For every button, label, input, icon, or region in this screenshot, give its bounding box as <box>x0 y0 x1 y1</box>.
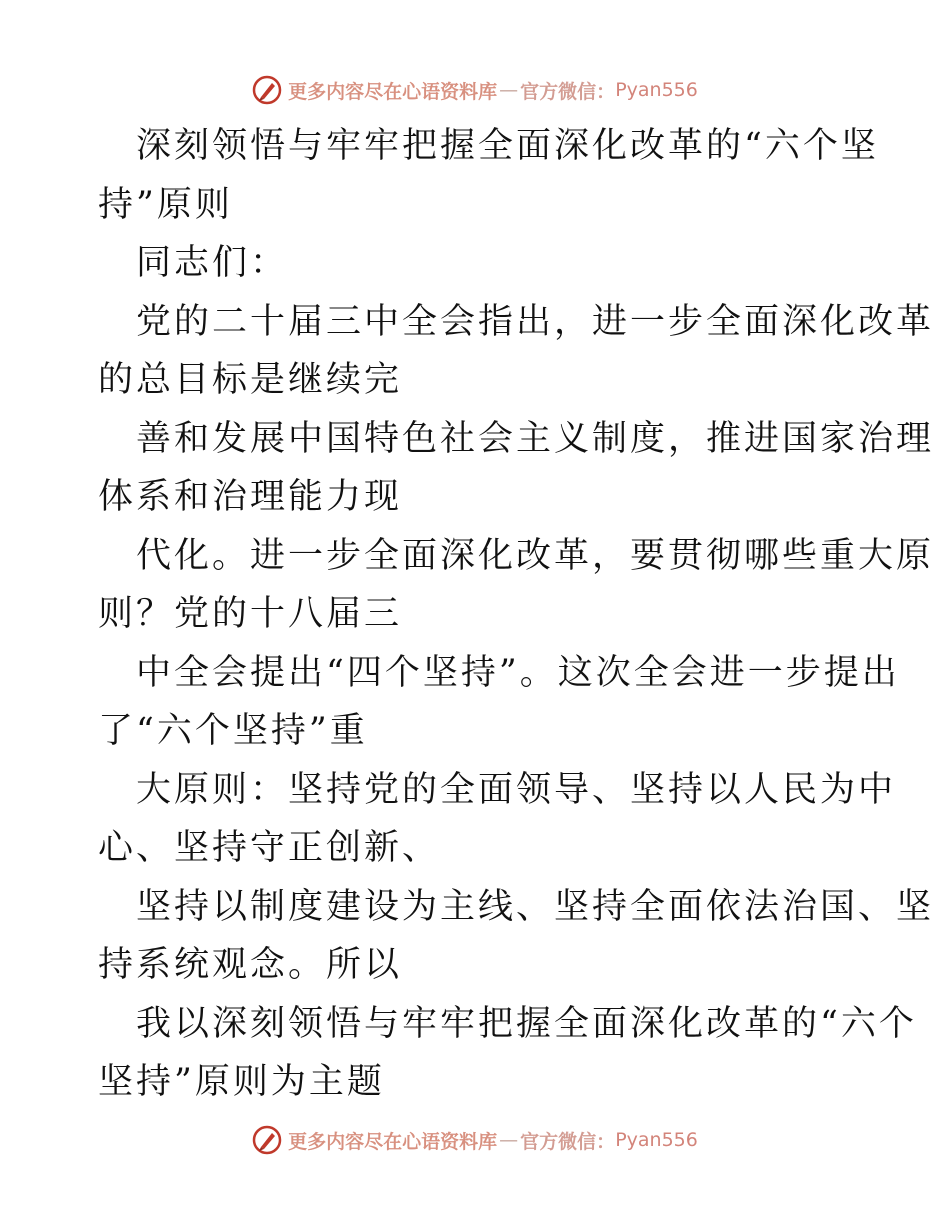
watermark-separator: — <box>499 1129 519 1151</box>
text-line: 代化。进一步全面深化改革，要贯彻哪些重大原 <box>136 535 935 576</box>
text-line: 心、坚持守正创新、 <box>98 828 441 868</box>
pen-logo-icon <box>252 1125 282 1155</box>
text-line: 则？党的十八届三 <box>98 594 403 634</box>
header-watermark <box>0 70 950 110</box>
text-line: 善和发展中国特色社会主义制度，推进国家治理 <box>136 418 935 459</box>
footer-watermark <box>0 1120 950 1160</box>
watermark-wechat-id: Pyan556 <box>615 1129 698 1151</box>
pen-logo-icon <box>252 75 282 105</box>
text-line: 的总目标是继续完 <box>98 360 403 400</box>
text-line: 坚持”原则为主题 <box>98 1062 385 1102</box>
watermark-brand: 更多内容尽在心语资料库 <box>288 80 498 103</box>
text-line: 体系和治理能力现 <box>98 477 403 517</box>
document-body <box>98 117 935 1112</box>
watermark-label: 官方微信： <box>520 80 616 103</box>
text-line: 坚持以制度建设为主线、坚持全面依法治国、坚 <box>136 886 935 927</box>
watermark-separator: — <box>499 79 519 101</box>
text-line: 了“六个坚持”重 <box>98 711 368 751</box>
text-line: 大原则：坚持党的全面领导、坚持以人民为中 <box>136 769 897 810</box>
watermark-wechat-id: Pyan556 <box>615 79 698 101</box>
text-line: 中全会提出“四个坚持”。这次全会进一步提出 <box>136 652 900 693</box>
text-line: 持系统观念。所以 <box>98 945 403 985</box>
text-line: 我以深刻领悟与牢牢把握全面深化改革的“六个 <box>136 1003 917 1044</box>
watermark-label: 官方微信： <box>520 1130 616 1153</box>
text-line: 深刻领悟与牢牢把握全面深化改革的“六个坚 <box>136 126 879 166</box>
text-line: 持”原则 <box>98 184 233 225</box>
text-line: 党的二十届三中全会指出，进一步全面深化改革 <box>136 301 935 342</box>
text-line: 同志们： <box>136 243 289 283</box>
watermark-brand: 更多内容尽在心语资料库 <box>288 1130 498 1153</box>
